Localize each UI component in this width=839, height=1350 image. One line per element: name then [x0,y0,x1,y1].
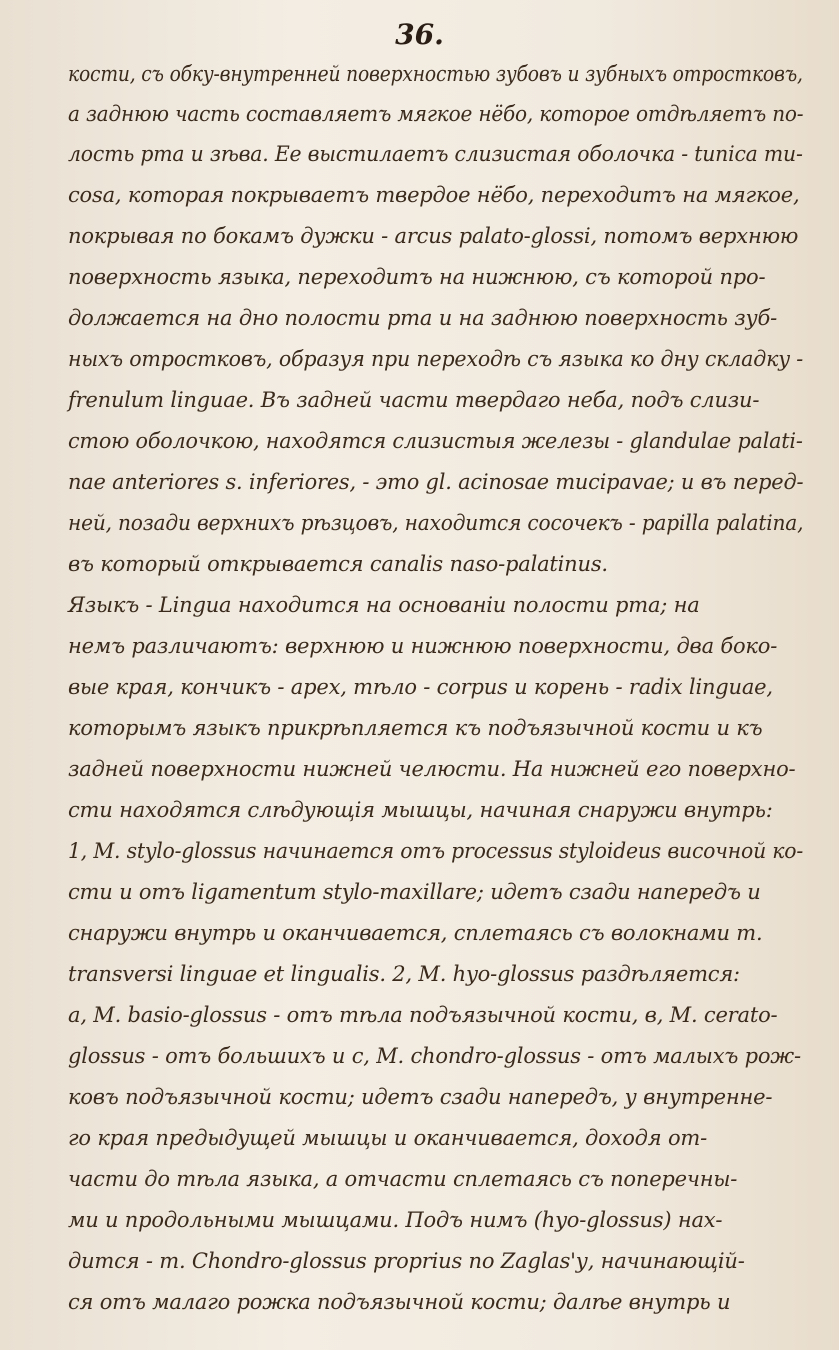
text-line: вые края, кончикъ - apex, тѣло - corpus и корень - radix linguae, [68,675,773,699]
page-number: 36. [395,18,444,51]
text-line: лость рта и зѣва. Ее выстилаетъ слизистая оболочка - tunica mu- [68,142,803,166]
text-line: дится - m. Chondro-glossus proprius по Zaglas'у, начинающій- [68,1249,745,1273]
text-line: поверхность языка, переходитъ на нижнюю, съ которой про- [68,265,766,289]
text-line: задней поверхности нижней челюсти. На нижней его поверхно- [68,757,796,781]
text-line: въ который открывается canalis naso-palatinus. [68,552,608,576]
text-line: го края предыдущей мышцы и оканчивается, доходя от- [68,1126,708,1150]
text-line: которымъ языкъ прикрѣпляется къ подъязычной кости и къ [68,716,763,740]
text-line: немъ различаютъ: верхнюю и нижнюю поверхности, два боко- [68,634,778,658]
text-line: снаружи внутрь и оканчивается, сплетаясь съ волокнами m. [68,921,763,945]
text-line: cosa, которая покрываетъ твердое нёбо, переходитъ на мягкое, [68,183,800,207]
text-line: a, M. basio-glossus - отъ тѣла подъязычной кости, в, M. cerato- [68,1003,778,1027]
text-line: Языкъ - Lingua находится на основаніи полости рта; на [68,593,700,617]
text-line: а заднюю часть составляетъ мягкое нёбо, которое отдѣляетъ по- [68,102,804,126]
text-line: сти и отъ ligamentum stylo-maxillare; идетъ сзади напередъ и [68,880,761,904]
text-line: должается на дно полости рта и на заднюю поверхность зуб- [68,306,777,330]
text-line: сти находятся слѣдующія мышцы, начиная снаружи внутрь: [68,798,773,822]
text-line: ныхъ отростковъ, образуя при переходѣ съ языка ко дну складку - [68,347,804,371]
text-line: ковъ подъязычной кости; идетъ сзади напередъ, у внутренне- [68,1085,773,1109]
text-line: покрывая по бокамъ дужки - arcus palato-glossi, потомъ верхнюю [68,224,799,248]
text-line: transversi linguae et lingualis. 2, M. hyo-glossus раздѣляется: [68,962,740,986]
text-line: glossus - отъ большихъ и с, M. chondro-glossus - отъ малыхъ рож- [68,1044,801,1068]
text-line: 1, M. stylo-glossus начинается отъ processus styloideus височной ко- [68,839,804,863]
text-line: ней, позади верхнихъ рѣзцовъ, находится сосочекъ - papilla palatina, [68,511,804,535]
text-line: ми и продольными мышцами. Подъ нимъ (hyo-glossus) нах- [68,1208,723,1232]
text-line: frenulum linguae. Въ задней части твердаго неба, подъ слизи- [68,388,760,412]
text-line: части до тѣла языка, а отчасти сплетаясь съ поперечны- [68,1167,738,1191]
text-line: ся отъ малаго рожка подъязычной кости; далѣе внутрь и [68,1290,731,1314]
text-line: кости, съ обку-внутренней поверхностью зубовъ и зубныхъ отростковъ, [68,62,803,86]
text-line: nae anteriores s. inferiores, - это gl. acinosae mucipavae; и въ перед- [68,470,804,494]
text-line: стою оболочкою, находятся слизистыя железы - glandulae palati- [68,429,803,453]
